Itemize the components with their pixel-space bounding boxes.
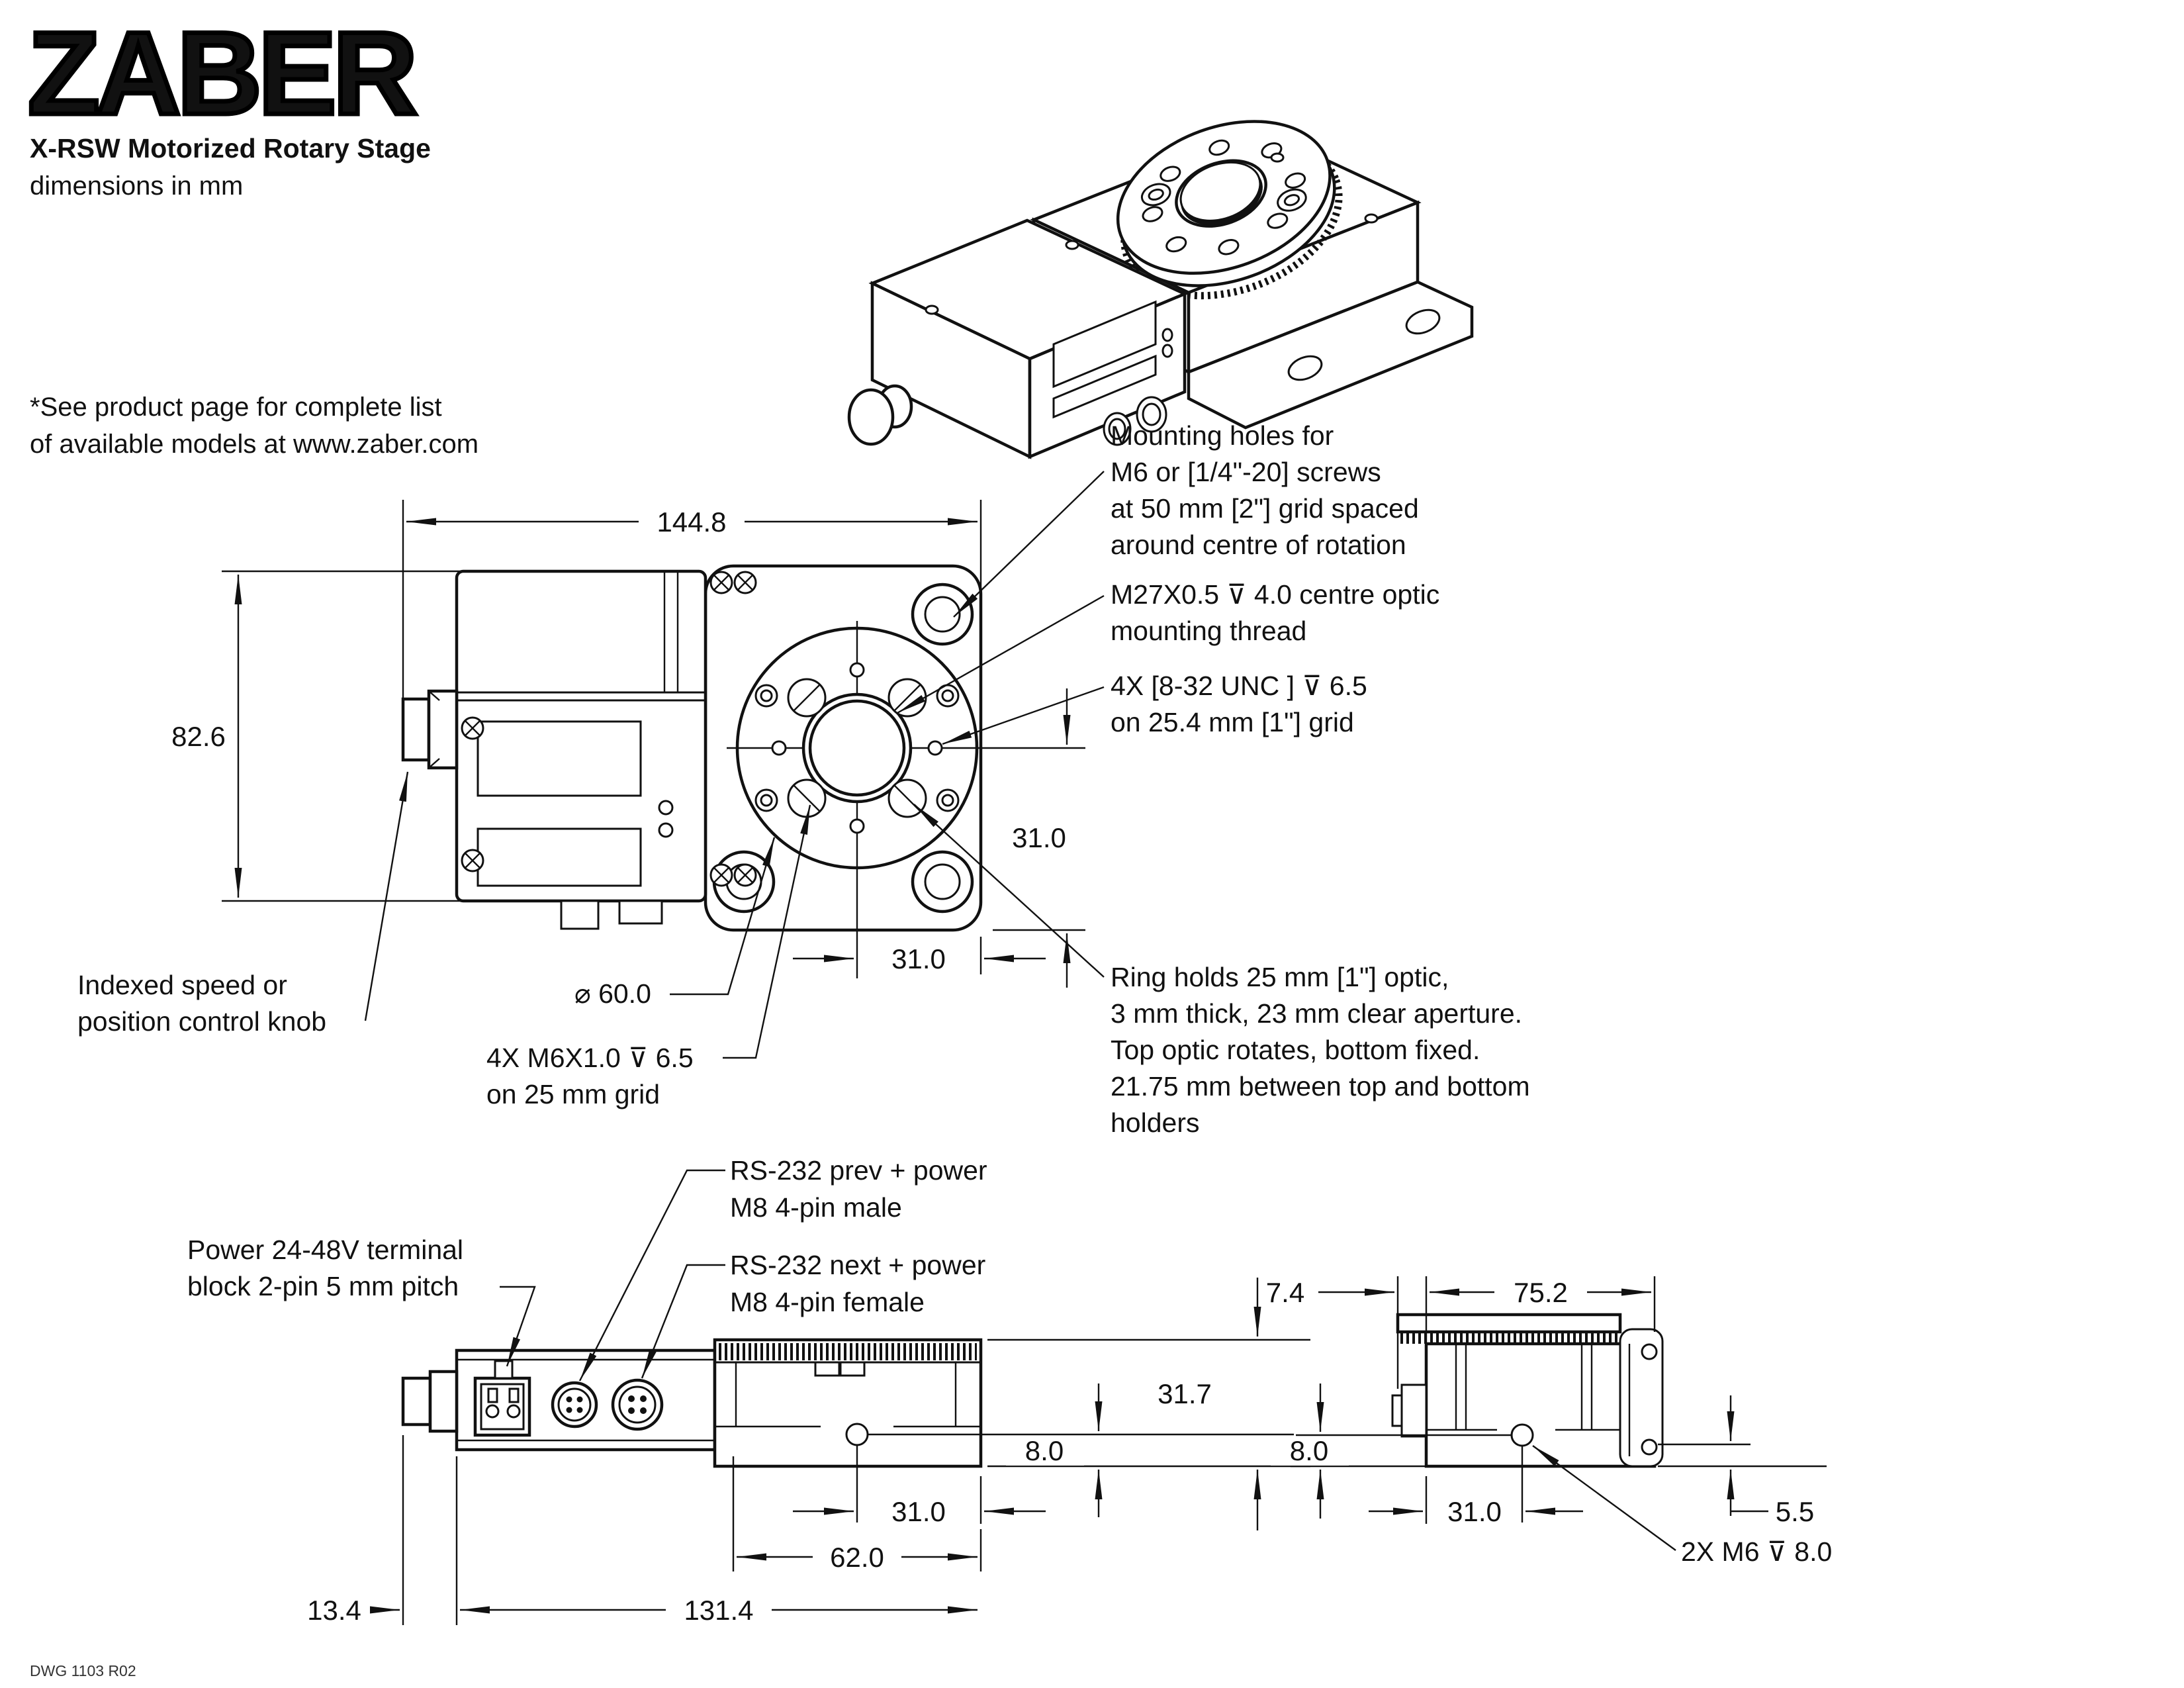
dim-31-7: 31.7: [1158, 1378, 1212, 1409]
ann-ring-5: holders: [1111, 1107, 1200, 1138]
label-area: [478, 829, 641, 886]
dim-5-5: 5.5: [1775, 1496, 1815, 1527]
led: [659, 823, 672, 837]
dim-13-4: 13.4: [307, 1595, 361, 1626]
fv-slot: [815, 1362, 839, 1376]
dim-31-bottom: 31.0: [891, 943, 946, 974]
ann-unc-1: 4X [8-32 UNC ] ⊽ 6.5: [1111, 671, 1367, 701]
ann-m6-1: 4X M6X1.0 ⊽ 6.5: [486, 1043, 694, 1073]
fv-m8-pin: [628, 1407, 635, 1414]
fv-m8-pin: [567, 1407, 572, 1413]
fv-terminal-tab: [495, 1361, 512, 1378]
top-view: [77, 420, 1530, 1138]
ann-knob-2: position control knob: [77, 1006, 327, 1037]
ann-ring-4: 21.75 mm between top and bottom: [1111, 1071, 1530, 1102]
sv-top-plate: [1398, 1315, 1620, 1332]
dim-7-4: 7.4: [1265, 1277, 1305, 1308]
ann-knob-1: Indexed speed or: [77, 970, 287, 1000]
fv-terminal-pin-hole: [508, 1405, 520, 1417]
corner-ear-hole: [925, 865, 960, 899]
dim-31-0: 31.0: [891, 1496, 946, 1527]
leader-knob: [365, 772, 408, 1021]
bolt-hole: [772, 741, 786, 755]
dim-131-4: 131.4: [684, 1595, 754, 1626]
ann-2xm6: 2X M6 ⊽ 8.0: [1681, 1536, 1833, 1567]
corner-ear-hole: [925, 597, 960, 632]
ann-mounting-3: at 50 mm [2"] grid spaced: [1111, 493, 1419, 524]
ann-power-1: Power 24-48V terminal: [187, 1235, 464, 1265]
led: [659, 801, 672, 814]
fv-terminal-pin: [510, 1389, 518, 1402]
ann-m27-1: M27X0.5 ⊽ 4.0 centre optic: [1111, 579, 1440, 610]
fv-terminal-pin: [488, 1389, 497, 1402]
units-note: dimensions in mm: [30, 171, 244, 201]
fv-m8-pin: [577, 1397, 583, 1403]
connector-stub: [619, 901, 662, 923]
side-view: [1266, 1276, 1832, 1567]
iso-screw: [1271, 154, 1283, 162]
iso-led: [1163, 329, 1172, 341]
ann-m6-2: on 25 mm grid: [486, 1079, 660, 1109]
fv-m8-pin: [640, 1395, 647, 1402]
iso-screw: [1066, 241, 1078, 249]
sv-clamp-roller: [1642, 1344, 1657, 1359]
iso-led: [1163, 345, 1172, 357]
ann-power-2: block 2-pin 5 mm pitch: [187, 1271, 459, 1301]
fv-slot: [841, 1362, 864, 1376]
fv-m8-pin: [640, 1407, 647, 1414]
ann-m27-2: mounting thread: [1111, 616, 1307, 646]
page-title: X-RSW Motorized Rotary Stage: [30, 133, 431, 164]
iso-screw: [926, 306, 938, 314]
fv-m8-female-inner: [619, 1387, 655, 1423]
fv-m8-pin: [577, 1407, 583, 1413]
ann-ring-1: Ring holds 25 mm [1"] optic,: [1111, 962, 1449, 992]
ann-rs232-next-2: M8 4-pin female: [730, 1287, 925, 1317]
iso-knob: [849, 390, 893, 444]
dim-62-0: 62.0: [830, 1542, 884, 1573]
ann-dia60: ⌀ 60.0: [574, 978, 651, 1009]
ann-mounting-1: Mounting holes for: [1111, 420, 1334, 451]
sv-terminal-stub2: [1392, 1395, 1402, 1426]
ann-mounting-2: M6 or [1/4"-20] screws: [1111, 457, 1381, 487]
ann-rs232-prev-2: M8 4-pin male: [730, 1192, 902, 1223]
fv-terminal-pin-hole: [486, 1405, 498, 1417]
models-note-line1: *See product page for complete list: [30, 393, 442, 422]
dim-82-6: 82.6: [171, 721, 226, 752]
zaber-logo: ZABER: [28, 7, 414, 139]
sv-terminal-stub: [1402, 1385, 1426, 1436]
ann-unc-2: on 25.4 mm [1"] grid: [1111, 707, 1354, 737]
ann-ring-2: 3 mm thick, 23 mm clear aperture.: [1111, 998, 1523, 1029]
models-note-line2: of available models at www.zaber.com: [30, 430, 479, 459]
bolt-hole: [929, 741, 942, 755]
dim-31-right: 31.0: [1012, 822, 1066, 853]
isometric-view: [849, 93, 1472, 457]
dim-75-2: 75.2: [1514, 1277, 1568, 1308]
fv-m8-pin: [567, 1397, 572, 1403]
fv-m6-hole: [846, 1424, 868, 1445]
fv-knob-flange: [430, 1372, 457, 1431]
ann-rs232-next-1: RS-232 next + power: [730, 1250, 986, 1280]
ann-mounting-4: around centre of rotation: [1111, 530, 1406, 560]
header: [28, 7, 478, 459]
dim-sv-31-0: 31.0: [1447, 1496, 1502, 1527]
fv-m8-pin: [628, 1395, 635, 1402]
leader-mounting: [954, 471, 1104, 617]
ann-ring-3: Top optic rotates, bottom fixed.: [1111, 1035, 1480, 1065]
ann-rs232-prev-1: RS-232 prev + power: [730, 1155, 987, 1186]
bolt-hole: [850, 663, 864, 677]
bolt-hole: [850, 820, 864, 833]
sv-clamp-roller: [1642, 1440, 1657, 1454]
iso-screw: [1365, 214, 1377, 222]
dim-144-8: 144.8: [657, 506, 727, 538]
fv-m8-male-inner: [559, 1389, 590, 1421]
front-view: [187, 1155, 1310, 1626]
fv-knob: [403, 1378, 430, 1425]
control-knob: [403, 699, 429, 760]
label-area: [478, 722, 641, 796]
dwg-number: DWG 1103 R02: [30, 1662, 136, 1679]
knob-flange: [429, 691, 457, 768]
dim-8-0: 8.0: [1024, 1435, 1064, 1466]
dim-sv-8-0: 8.0: [1289, 1435, 1329, 1466]
sv-m6-hole: [1512, 1425, 1533, 1446]
connector-stub: [561, 901, 598, 929]
